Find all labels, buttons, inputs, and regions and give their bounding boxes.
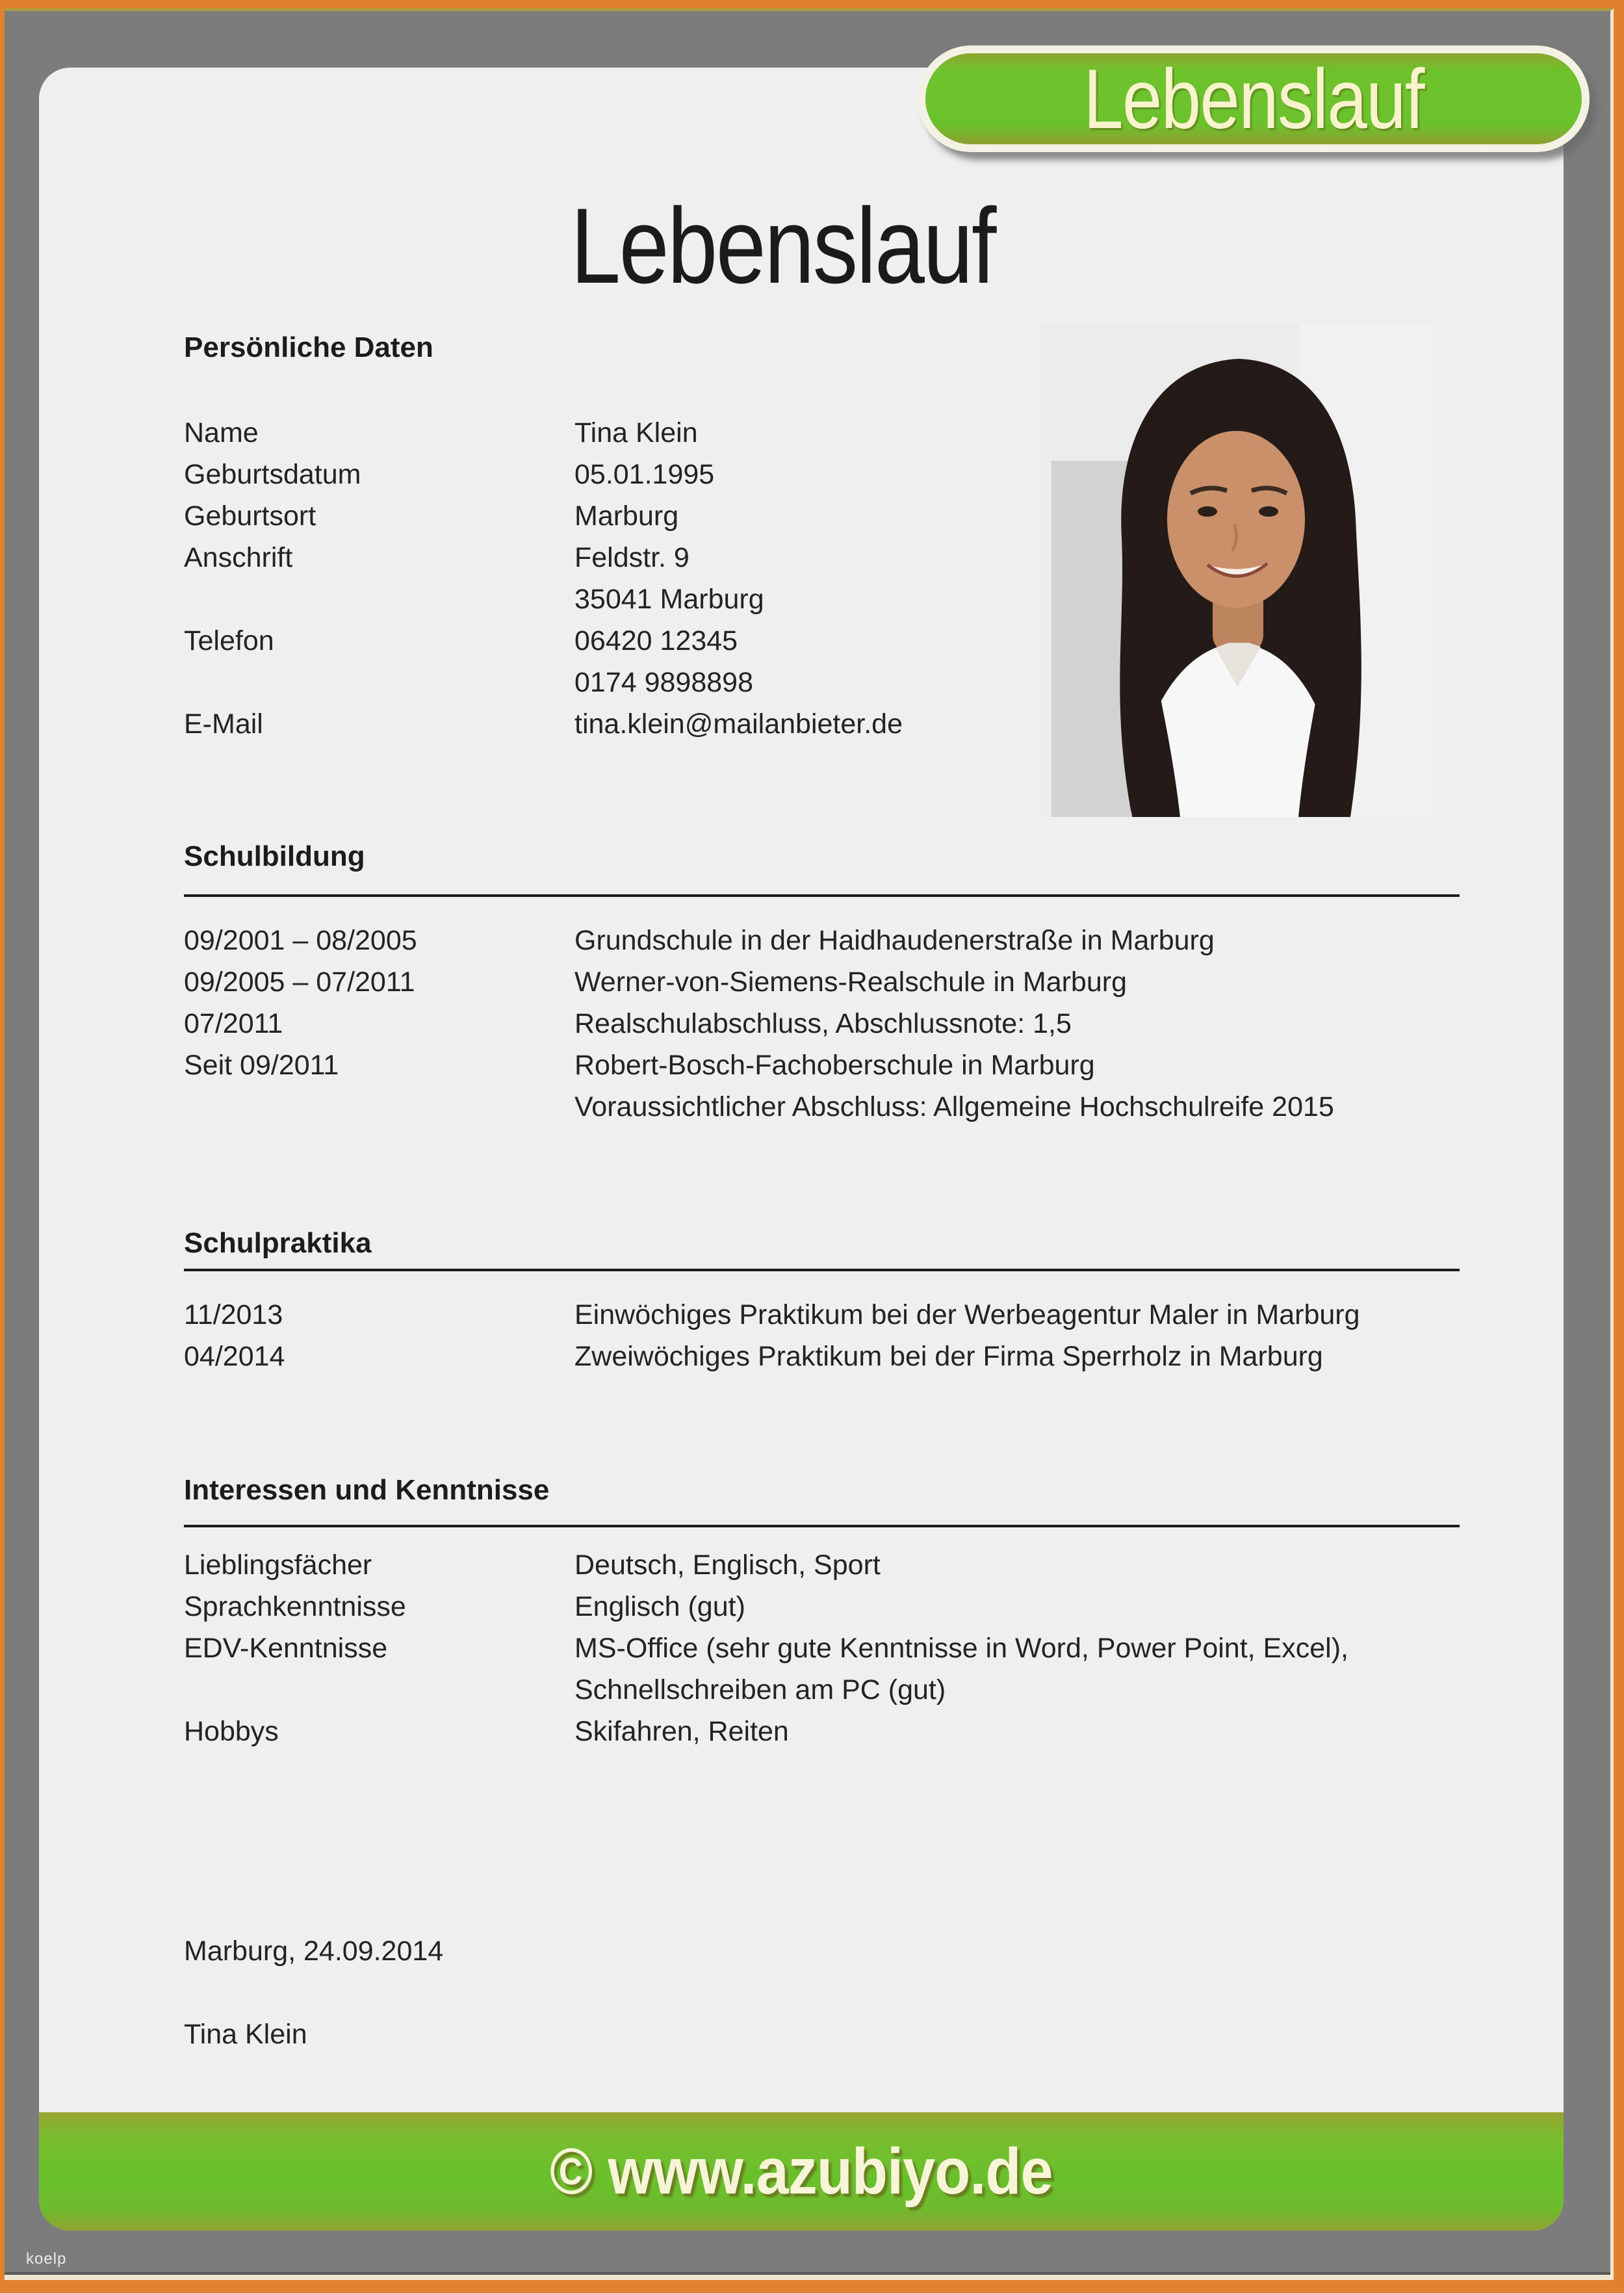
watermark-text: koelp [26,2250,67,2268]
section-divider [184,1525,1460,1527]
internship-rows [184,1294,1497,1377]
row-value: Realschulabschluss, Abschlussnote: 1,5 [574,1008,1072,1039]
row-value: tina.klein@mailanbieter.de [574,708,903,740]
row-value: Feldstr. 9 [574,542,690,573]
row-value: Zweiwöchiges Praktikum bei der Firma Sperrholz in Marburg [574,1341,1323,1372]
row-label [184,662,574,703]
data-row [184,1586,1497,1627]
data-row [184,920,1497,961]
data-row [184,1711,1497,1752]
row-value: Tina Klein [574,417,698,448]
row-value: MS-Office (sehr gute Kenntnisse in Word, Power Point, Excel), [574,1633,1348,1664]
interest-rows [184,1544,1497,1752]
row-label: Telefon [184,625,274,656]
ribbon-badge-label: Lebenslauf [1083,51,1424,146]
row-value: Einwöchiges Praktikum bei der Werbeagentur Maler in Marburg [574,1299,1360,1330]
row-label: Lieblingsfächer [184,1549,372,1581]
section-heading-internships: Schulpraktika [184,1227,372,1259]
row-label: 09/2001 – 08/2005 [184,925,417,956]
lebenslauf-ribbon-badge [918,45,1590,152]
data-row [184,412,1497,454]
signature-place-date: Marburg, 24.09.2014 [184,1936,444,1967]
row-value: Marburg [574,500,679,532]
row-value: Grundschule in der Haidhaudenerstraße in Marburg [574,925,1215,956]
row-label: Geburtsort [184,500,316,532]
row-label: Seit 09/2011 [184,1050,339,1081]
row-value: 0174 9898898 [574,667,754,698]
data-row [184,454,1497,495]
data-row [184,537,1497,578]
data-row [184,1294,1497,1336]
section-heading-interests: Interessen und Kenntnisse [184,1474,550,1506]
row-value: Skifahren, Reiten [574,1716,789,1747]
row-label: Sprachkenntnisse [184,1591,406,1622]
row-label [184,1669,574,1711]
row-value: Deutsch, Englisch, Sport [574,1549,881,1581]
footer-banner [39,2112,1564,2231]
personal-rows [184,412,1497,745]
row-value: Robert-Bosch-Fachoberschule in Marburg [574,1050,1095,1081]
data-row [184,703,1497,745]
data-row [184,1669,1497,1711]
row-label: Name [184,417,259,448]
data-row [184,495,1497,537]
footer-credit-text: © www.azubiyo.de [550,2134,1053,2208]
row-value: Schnellschreiben am PC (gut) [574,1674,946,1705]
row-label: Anschrift [184,542,293,573]
data-row [184,578,1497,620]
row-label: EDV-Kenntnisse [184,1633,388,1664]
resume-card [39,68,1564,2231]
row-value: Werner-von-Siemens-Realschule in Marburg [574,966,1127,998]
page-title: Lebenslauf [571,186,995,305]
row-label: 11/2013 [184,1299,283,1330]
row-value: Voraussichtlicher Abschluss: Allgemeine Hochschulreife 2015 [574,1091,1334,1122]
data-row [184,961,1497,1003]
signature-name: Tina Klein [184,2019,307,2050]
row-value: 35041 Marburg [574,584,764,615]
row-label: Geburtsdatum [184,459,361,490]
row-label: Hobbys [184,1716,279,1747]
row-value: Englisch (gut) [574,1591,745,1622]
row-label: E-Mail [184,708,263,740]
section-divider [184,894,1460,897]
data-row [184,1336,1497,1377]
section-heading-education: Schulbildung [184,840,365,872]
data-row [184,662,1497,703]
section-heading-personal: Persönliche Daten [184,331,433,363]
row-label [184,578,574,620]
data-row [184,1627,1497,1669]
data-row [184,1086,1497,1128]
row-value: 06420 12345 [574,625,738,656]
row-value: 05.01.1995 [574,459,715,490]
row-label: 09/2005 – 07/2011 [184,966,415,998]
education-rows [184,920,1497,1128]
row-label [184,1086,574,1128]
data-row [184,620,1497,662]
section-divider [184,1269,1460,1271]
data-row [184,1003,1497,1044]
data-row [184,1044,1497,1086]
data-row [184,1544,1497,1586]
row-label: 04/2014 [184,1341,285,1372]
row-label: 07/2011 [184,1008,283,1039]
